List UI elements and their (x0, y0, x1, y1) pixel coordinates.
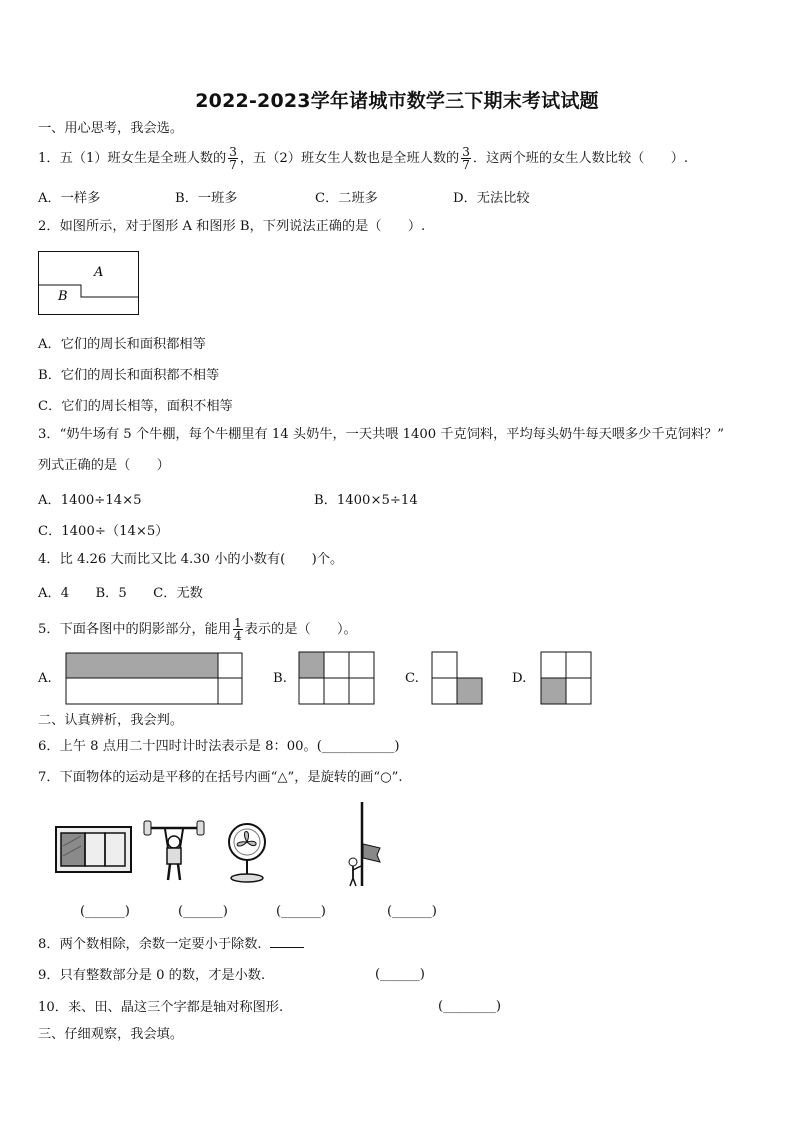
question-10: 10．来、田、晶这三个字都是轴对称图形. (38, 1000, 284, 1015)
q5-label-c[interactable]: C. (405, 671, 419, 686)
cell (324, 678, 349, 704)
q5-label-a[interactable]: A. (38, 671, 52, 686)
q3-option-c[interactable]: C．1400÷（14×5） (38, 524, 169, 539)
question-3-line-2: 列式正确的是（ ） (38, 458, 170, 473)
flag-raising-picture (343, 800, 383, 888)
q7-blank-fan[interactable]: (______) (276, 904, 326, 919)
q2-figure-ab (38, 251, 140, 317)
figure-label-a: A (94, 265, 104, 280)
q1-text-pre: 1．五（1）班女生是全班人数的 (38, 151, 227, 166)
cell (566, 678, 591, 704)
fraction-numerator: 3 (462, 145, 470, 159)
q5-figure-b[interactable] (298, 651, 376, 705)
fraction-denominator: 7 (229, 158, 237, 172)
shaded-cell (299, 652, 324, 678)
cell (66, 678, 218, 704)
cell (349, 678, 374, 704)
window-picture (55, 826, 133, 874)
electric-fan-picture (225, 822, 269, 884)
q8-text: 8．两个数相除，余数一定要小于除数. (38, 937, 262, 952)
q1-option-b[interactable]: B．一班多 (175, 191, 238, 206)
q5-fraction (233, 617, 243, 642)
q4-options[interactable]: A．4 B．5 C．无数 (38, 586, 203, 601)
figure-label-b: B (58, 289, 68, 304)
q5-figure-a[interactable] (65, 652, 245, 706)
page-title: 2022-2023学年诸城市数学三下期末考试试题 (195, 90, 599, 112)
q1-fraction-1 (228, 146, 238, 171)
cell (218, 678, 242, 704)
fraction-numerator: 1 (234, 616, 242, 630)
q5-label-b[interactable]: B. (273, 671, 287, 686)
cell (566, 652, 591, 678)
q3-option-b[interactable]: B．1400×5÷14 (314, 493, 418, 508)
question-2: 2．如图所示，对于图形 A 和图形 B，下列说法正确的是（ ）. (38, 219, 426, 234)
shaded-cell (541, 678, 566, 704)
cell (541, 652, 566, 678)
question-1 (38, 146, 688, 171)
cell (349, 652, 374, 678)
question-7: 7．下面物体的运动是平移的在括号内画“△”，是旋转的画“○”. (38, 770, 403, 785)
fraction-denominator: 7 (462, 158, 470, 172)
q5-label-d[interactable]: D. (512, 671, 527, 686)
shaded-cell (66, 653, 218, 678)
figure-outer-rect (39, 252, 139, 315)
q5-figure-d[interactable] (540, 651, 594, 705)
question-9: 9．只有整数部分是 0 的数，才是小数. (38, 968, 266, 983)
fraction-denominator: 4 (234, 629, 242, 643)
q2-option-a[interactable]: A．它们的周长和面积都相等 (38, 337, 206, 352)
cell (218, 653, 242, 678)
q1-text-post: ．这两个班的女生人数比较（ ）. (472, 151, 689, 166)
q1-fraction-2 (461, 146, 471, 171)
cell (299, 678, 324, 704)
q5-figure-c[interactable] (431, 651, 485, 705)
fraction-numerator: 3 (229, 145, 237, 159)
q1-option-d[interactable]: D．无法比较 (453, 191, 530, 206)
q7-blank-window[interactable]: (______) (80, 904, 130, 919)
question-6: 6．上午 8 点用二十四时计时法表示是 8：00。(___________) (38, 739, 400, 754)
q5-text-pre: 5．下面各图中的阴影部分，能用 (38, 622, 232, 637)
q10-answer-blank[interactable]: (________) (438, 999, 502, 1014)
shaded-cell (457, 678, 482, 704)
question-8 (38, 935, 304, 954)
q1-option-a[interactable]: A．一样多 (38, 191, 101, 206)
cell (432, 652, 457, 678)
question-3: 3．“奶牛场有 5 个牛棚，每个牛棚里有 14 头奶牛，一天共喂 1400 千克饲料，平均每头奶牛每天喂多少千克饲料？” (38, 427, 725, 442)
q1-text-mid: ，五（2）班女生人数也是全班人数的 (239, 151, 460, 166)
question-5 (38, 617, 357, 642)
q3-option-a[interactable]: A．1400÷14×5 (38, 493, 142, 508)
q8-answer-blank[interactable] (270, 935, 304, 948)
q2-option-b[interactable]: B．它们的周长和面积都不相等 (38, 368, 220, 383)
q9-answer-blank[interactable]: (______) (375, 967, 425, 982)
figure-divider-line (39, 285, 139, 297)
section-2-heading: 二、认真辨析，我会判。 (38, 713, 184, 728)
q7-blank-weightlifter[interactable]: (______) (178, 904, 228, 919)
q2-option-c[interactable]: C．它们的周长相等，面积不相等 (38, 399, 233, 414)
section-3-heading: 三、仔细观察，我会填。 (38, 1027, 184, 1042)
cell (324, 652, 349, 678)
q7-blank-flag[interactable]: (______) (387, 904, 437, 919)
q5-text-post: 表示的是（ ）。 (244, 622, 357, 637)
weightlifter-picture (143, 818, 205, 884)
section-1-heading: 一、用心思考，我会选。 (38, 121, 184, 136)
question-4: 4．比 4.26 大而比又比 4.30 小的小数有( )个。 (38, 552, 344, 567)
cell (432, 678, 457, 704)
q1-option-c[interactable]: C．二班多 (315, 191, 378, 206)
